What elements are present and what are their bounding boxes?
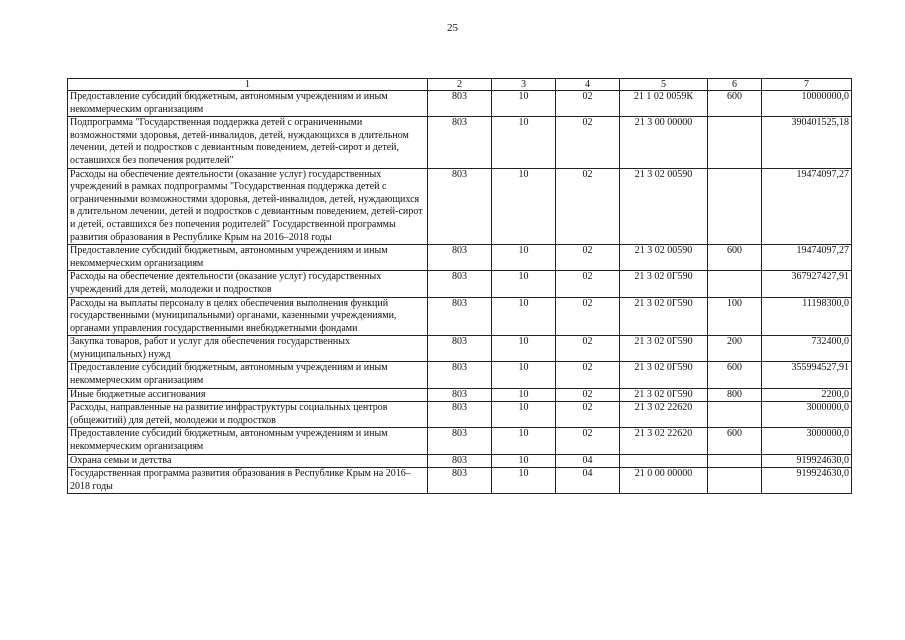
- row-col5: 21 3 02 00590: [620, 245, 708, 271]
- row-name: Расходы на обеспечение деятельности (оказание услуг) государственных учреждений для детей, молодежи и подростков: [68, 271, 428, 297]
- row-col2: 803: [428, 117, 492, 168]
- row-col6: 100: [708, 297, 762, 336]
- table-row: [68, 245, 852, 271]
- row-amount: 19474097,27: [762, 168, 852, 245]
- row-col3: 10: [492, 402, 556, 428]
- row-col3: 10: [492, 245, 556, 271]
- row-col6: [708, 454, 762, 468]
- row-amount: 355994527,91: [762, 362, 852, 388]
- row-amount: 919924630,0: [762, 454, 852, 468]
- row-col3: 10: [492, 168, 556, 245]
- row-col6: [708, 271, 762, 297]
- budget-table: [67, 78, 852, 494]
- row-col3: 10: [492, 468, 556, 494]
- row-col4: 04: [556, 468, 620, 494]
- row-amount: 11198300,0: [762, 297, 852, 336]
- row-col4: 02: [556, 428, 620, 454]
- row-col5: 21 3 02 22620: [620, 402, 708, 428]
- row-col6: 600: [708, 91, 762, 117]
- row-col6: [708, 468, 762, 494]
- row-col6: 600: [708, 362, 762, 388]
- table-row: [68, 297, 852, 336]
- row-col4: 02: [556, 402, 620, 428]
- row-col5: [620, 454, 708, 468]
- row-name: Охрана семьи и детства: [68, 454, 428, 468]
- row-name: Предоставление субсидий бюджетным, автономным учреждениям и иным некоммерческим организациям: [68, 91, 428, 117]
- row-col2: 803: [428, 271, 492, 297]
- row-col5: 21 3 02 0Г590: [620, 362, 708, 388]
- row-col2: 803: [428, 91, 492, 117]
- row-col2: 803: [428, 336, 492, 362]
- row-amount: 919924630,0: [762, 468, 852, 494]
- row-col5: 21 3 02 0Г590: [620, 388, 708, 402]
- row-col6: [708, 168, 762, 245]
- row-col2: 803: [428, 402, 492, 428]
- page-number: 25: [447, 22, 458, 34]
- row-amount: 10000000,0: [762, 91, 852, 117]
- table-row: [68, 168, 852, 245]
- row-col3: 10: [492, 362, 556, 388]
- row-col4: 04: [556, 454, 620, 468]
- row-name: Предоставление субсидий бюджетным, автономным учреждениям и иным некоммерческим организациям: [68, 428, 428, 454]
- row-name: Закупка товаров, работ и услуг для обеспечения государственных (муниципальных) нужд: [68, 336, 428, 362]
- row-col5: 21 3 02 0Г590: [620, 336, 708, 362]
- row-col6: 200: [708, 336, 762, 362]
- row-name: Расходы, направленные на развитие инфраструктуры социальных центров (общежитий) для детей, молодежи и подростков: [68, 402, 428, 428]
- row-amount: 3000000,0: [762, 428, 852, 454]
- row-col4: 02: [556, 388, 620, 402]
- table-row: [68, 271, 852, 297]
- row-name: Предоставление субсидий бюджетным, автономным учреждениям и иным некоммерческим организациям: [68, 362, 428, 388]
- column-header-5: 5: [620, 79, 708, 91]
- row-col4: 02: [556, 271, 620, 297]
- row-col2: 803: [428, 168, 492, 245]
- column-header-4: 4: [556, 79, 620, 91]
- row-amount: 19474097,27: [762, 245, 852, 271]
- table-row: [68, 336, 852, 362]
- row-col5: 21 3 02 0Г590: [620, 271, 708, 297]
- row-col3: 10: [492, 91, 556, 117]
- row-col6: 600: [708, 428, 762, 454]
- table-row: [68, 402, 852, 428]
- table-row: [68, 428, 852, 454]
- row-col5: 21 3 02 0Г590: [620, 297, 708, 336]
- row-col4: 02: [556, 362, 620, 388]
- row-amount: 2200,0: [762, 388, 852, 402]
- row-col3: 10: [492, 428, 556, 454]
- row-col2: 803: [428, 428, 492, 454]
- row-col4: 02: [556, 336, 620, 362]
- row-name: Государственная программа развития образования в Республике Крым на 2016–2018 годы: [68, 468, 428, 494]
- row-col6: [708, 117, 762, 168]
- table-row: [68, 454, 852, 468]
- row-col5: 21 3 02 00590: [620, 168, 708, 245]
- row-col5: 21 0 00 00000: [620, 468, 708, 494]
- row-col4: 02: [556, 91, 620, 117]
- row-col4: 02: [556, 168, 620, 245]
- row-col2: 803: [428, 297, 492, 336]
- table-row: [68, 91, 852, 117]
- table-row: [68, 468, 852, 494]
- row-name: Иные бюджетные ассигнования: [68, 388, 428, 402]
- row-amount: 3000000,0: [762, 402, 852, 428]
- table-row: [68, 117, 852, 168]
- row-col3: 10: [492, 388, 556, 402]
- header-row: [68, 79, 852, 91]
- column-header-2: 2: [428, 79, 492, 91]
- row-col3: 10: [492, 117, 556, 168]
- row-col2: 803: [428, 388, 492, 402]
- row-col6: [708, 402, 762, 428]
- row-name: Подпрограмма "Государственная поддержка детей с ограниченными возможностями здоровья, детей-инвалидов, детей, нуждающихся в длительном лечении, детей и подростков с девиантным поведением, детей-сирот и детей, оставшихся без попечения родителей": [68, 117, 428, 168]
- column-header-6: 6: [708, 79, 762, 91]
- row-col4: 02: [556, 117, 620, 168]
- row-amount: 732400,0: [762, 336, 852, 362]
- row-col3: 10: [492, 271, 556, 297]
- row-col2: 803: [428, 468, 492, 494]
- table-row: [68, 388, 852, 402]
- row-name: Расходы на обеспечение деятельности (оказание услуг) государственных учреждений в рамках подпрограммы "Государственная поддержка детей с ограниченными возможностями здоровья, детей-инвалидов, детей, нуждающихся в длительном лечении, детей и подростков с девиантным поведением, детей-сирот и детей, оставшихся без попечения родителей" Государственной программы развития образования в Республике Крым на 2016–2018 годы: [68, 168, 428, 245]
- row-col5: 21 3 02 22620: [620, 428, 708, 454]
- row-col2: 803: [428, 362, 492, 388]
- row-col5: 21 3 00 00000: [620, 117, 708, 168]
- row-col6: 800: [708, 388, 762, 402]
- row-col4: 02: [556, 245, 620, 271]
- column-header-3: 3: [492, 79, 556, 91]
- row-col3: 10: [492, 336, 556, 362]
- column-header-1: 1: [68, 79, 428, 91]
- row-col4: 02: [556, 297, 620, 336]
- row-col2: 803: [428, 454, 492, 468]
- row-col3: 10: [492, 297, 556, 336]
- table-row: [68, 362, 852, 388]
- row-col3: 10: [492, 454, 556, 468]
- row-name: Расходы на выплаты персоналу в целях обеспечения выполнения функций государственными (муниципальными) органами, казенными учреждениями, органами управления государственными внебюджетными фондами: [68, 297, 428, 336]
- row-amount: 367927427,91: [762, 271, 852, 297]
- row-col5: 21 1 02 0059К: [620, 91, 708, 117]
- row-amount: 390401525,18: [762, 117, 852, 168]
- row-name: Предоставление субсидий бюджетным, автономным учреждениям и иным некоммерческим организациям: [68, 245, 428, 271]
- column-header-7: 7: [762, 79, 852, 91]
- row-col2: 803: [428, 245, 492, 271]
- row-col6: 600: [708, 245, 762, 271]
